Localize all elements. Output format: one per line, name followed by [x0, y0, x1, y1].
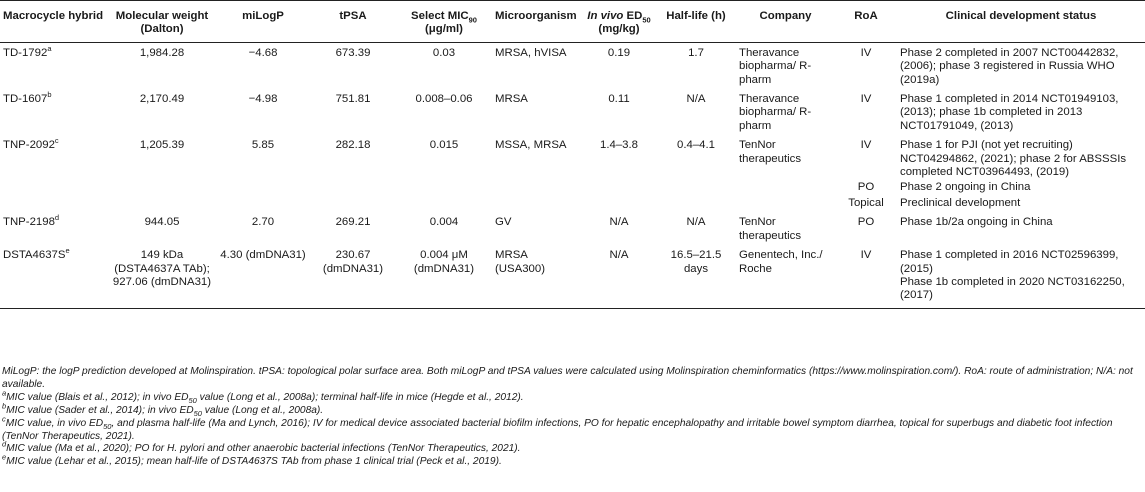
cell-organism: MSSA, MRSA	[495, 139, 567, 152]
cell-name: TD-1607$^b$	[3, 90, 52, 106]
cell-status: Phase 2 completed in 2007 NCT00442832, (2006); phase 3 registered in Russia WHO (2019a)	[900, 46, 1119, 86]
status-line: Phase 1b completed in 2020 NCT03162250, (2017)	[900, 275, 1125, 302]
header-half-life: Half-life (h)	[656, 1, 736, 43]
cell-logp: 5.85	[251, 139, 275, 152]
cell-logp: −4.68	[248, 46, 278, 59]
cell-organism: MRSA, hVISA	[495, 46, 567, 59]
cell-status: Preclinical development	[900, 196, 1021, 209]
cell-mw: 1,984.28	[139, 46, 185, 59]
header-status: Clinical development status	[897, 1, 1145, 43]
footnote-e: $^e$MIC value (Lehar et al., 2015); mean half-life of DSTA4637S TAb from phase 1 clinical trial (Peck et al., 2019).	[2, 452, 502, 468]
cell-mw: 1,205.39	[139, 139, 185, 152]
cell-name: TD-1792$^a$	[3, 44, 52, 59]
cell-roa: PO	[857, 181, 875, 194]
cell-roa: PO	[857, 216, 875, 229]
footnote-d: $^d$MIC value (Ma et al., 2020); PO for H. pylori and other anaerobic bacterial infections (TenNor Therapeutics, 2021).	[2, 440, 521, 455]
cell-mw: 149 kDa (DSTA4637A TAb); 927.06 (dmDNA31)	[108, 245, 216, 308]
header-company: Company	[736, 1, 835, 43]
cell-ed50: 1.4–3.8	[599, 139, 638, 152]
header-milogp: miLogP	[216, 1, 310, 43]
header-roa: RoA	[835, 1, 897, 43]
cell-mw: 2,170.49	[139, 93, 185, 106]
cell-roa: Topical	[848, 196, 884, 209]
cell-half-life: 1.7	[688, 46, 704, 59]
cell-organism: MRSA	[495, 93, 528, 106]
cell-logp: 4.30 (dmDNA31)	[216, 245, 310, 308]
cell-roa: IV	[860, 93, 872, 106]
cell-mic: 0.004 μM (dmDNA31)	[396, 245, 492, 308]
cell-half-life: N/A	[686, 93, 706, 106]
cell-ed50: N/A	[609, 216, 629, 229]
cell-mic: 0.004	[429, 216, 459, 229]
footnote-a: $^a$MIC value (Blais et al., 2012); in vivo $ED_{50}$ value (Long et al., 2008a); terminal half-life in mice (Hegde et al., 2012).	[2, 388, 524, 405]
cell-tpsa: 269.21	[335, 216, 371, 229]
cell-mic: 0.008–0.06	[415, 93, 473, 106]
table-row	[0, 89, 1145, 135]
cell-company: Genentech, Inc./ Roche	[736, 245, 835, 308]
cell-logp: 2.70	[251, 216, 275, 229]
cell-organism: GV	[495, 216, 512, 229]
cell-ed50: N/A	[582, 245, 656, 308]
footnote-main: MiLogP: the logP prediction developed at Molinspiration. tPSA: topological polar surface area. Both miLogP and tPSA values were calculated using Molinspiration cheminformatics (https://www.molinspiration.com/). RoA: route of administration; N/A: not available.	[2, 366, 1133, 390]
cell-name: TNP-2198$^d$	[3, 213, 60, 229]
cell-status: Phase 1b/2a ongoing in China	[900, 216, 1053, 229]
cell-name: TNP-2092$^c$	[3, 136, 59, 152]
cell-status: Phase 1 for PJI (not yet recruiting) NCT04294862, (2021); phase 2 for ABSSSIs completed NCT03964493, (2019)	[900, 139, 1127, 179]
cell-mw: 944.05	[144, 216, 180, 229]
cell-half-life: N/A	[686, 216, 706, 229]
header-microorganism: Microorganism	[492, 1, 582, 43]
header-ed50: In vivo $ED_{50}$ (mg/kg)	[582, 1, 656, 43]
cell-status: Phase 1 completed in 2014 NCT01949103, (2013); phase 1b completed in 2013 NCT01791049, (2013)	[900, 93, 1119, 132]
header-molecular-weight: Molecular weight (Dalton)	[108, 1, 216, 43]
cell-tpsa: 282.18	[335, 139, 371, 152]
cell-status: Phase 2 ongoing in China	[900, 181, 1031, 194]
table-row	[0, 197, 1145, 212]
cell-mic: 0.03	[432, 46, 456, 59]
cell-organism: MRSA (USA300)	[492, 245, 582, 308]
cell-roa: IV	[835, 245, 897, 308]
cell-logp: −4.98	[248, 93, 278, 106]
table-footnotes	[2, 366, 1140, 469]
cell-status	[897, 245, 1145, 308]
status-line: Phase 1 completed in 2016 NCT02596399, (2015)	[900, 249, 1119, 275]
footnote-c: $^c$MIC value, in vivo $ED_{50}$, and plasma half-life (Ma and Lynch, 2016); IV for medical device associated bacterial biofilm infections, PO for hepatic encephalopathy and irritable bowel symptom diarrhea, topical for superbugs and diabetic foot infection (TenNor Therapeutics, 2021).	[2, 414, 1113, 442]
cell-company: TenNor therapeutics	[739, 216, 802, 242]
table-row	[0, 245, 1145, 308]
cell-half-life: 16.5–21.5 days	[656, 245, 736, 308]
header-macrocycle: Macrocycle hybrid	[0, 1, 108, 43]
cell-roa: IV	[860, 139, 872, 152]
cell-mic: 0.015	[429, 139, 459, 152]
table-header	[0, 1, 1145, 43]
header-tpsa: tPSA	[310, 1, 396, 43]
cell-half-life: 0.4–4.1	[676, 139, 715, 152]
cell-company: Theravance biopharma/ R-pharm	[739, 93, 812, 132]
cell-company: Theravance biopharma/ R-pharm	[739, 46, 812, 86]
table-row	[0, 135, 1145, 181]
table-row	[0, 181, 1145, 196]
cell-ed50: 0.11	[608, 93, 630, 106]
table-row	[0, 212, 1145, 245]
cell-roa: IV	[860, 46, 872, 59]
cell-company: TenNor therapeutics	[739, 139, 802, 165]
header-mic: Select $MIC_{90}$ (μg/ml)	[396, 1, 492, 43]
cell-ed50: 0.19	[607, 46, 631, 59]
cell-tpsa: 673.39	[335, 46, 371, 59]
cell-tpsa: 230.67 (dmDNA31)	[310, 245, 396, 308]
table-row	[0, 42, 1145, 89]
cell-name: $DSTA4637S^e$	[0, 245, 108, 308]
cell-tpsa: 751.81	[335, 93, 371, 106]
footnote-b: $^b$MIC value (Sader et al., 2014); in vivo $ED_{50}$ value (Long et al., 2008a).	[2, 401, 324, 418]
